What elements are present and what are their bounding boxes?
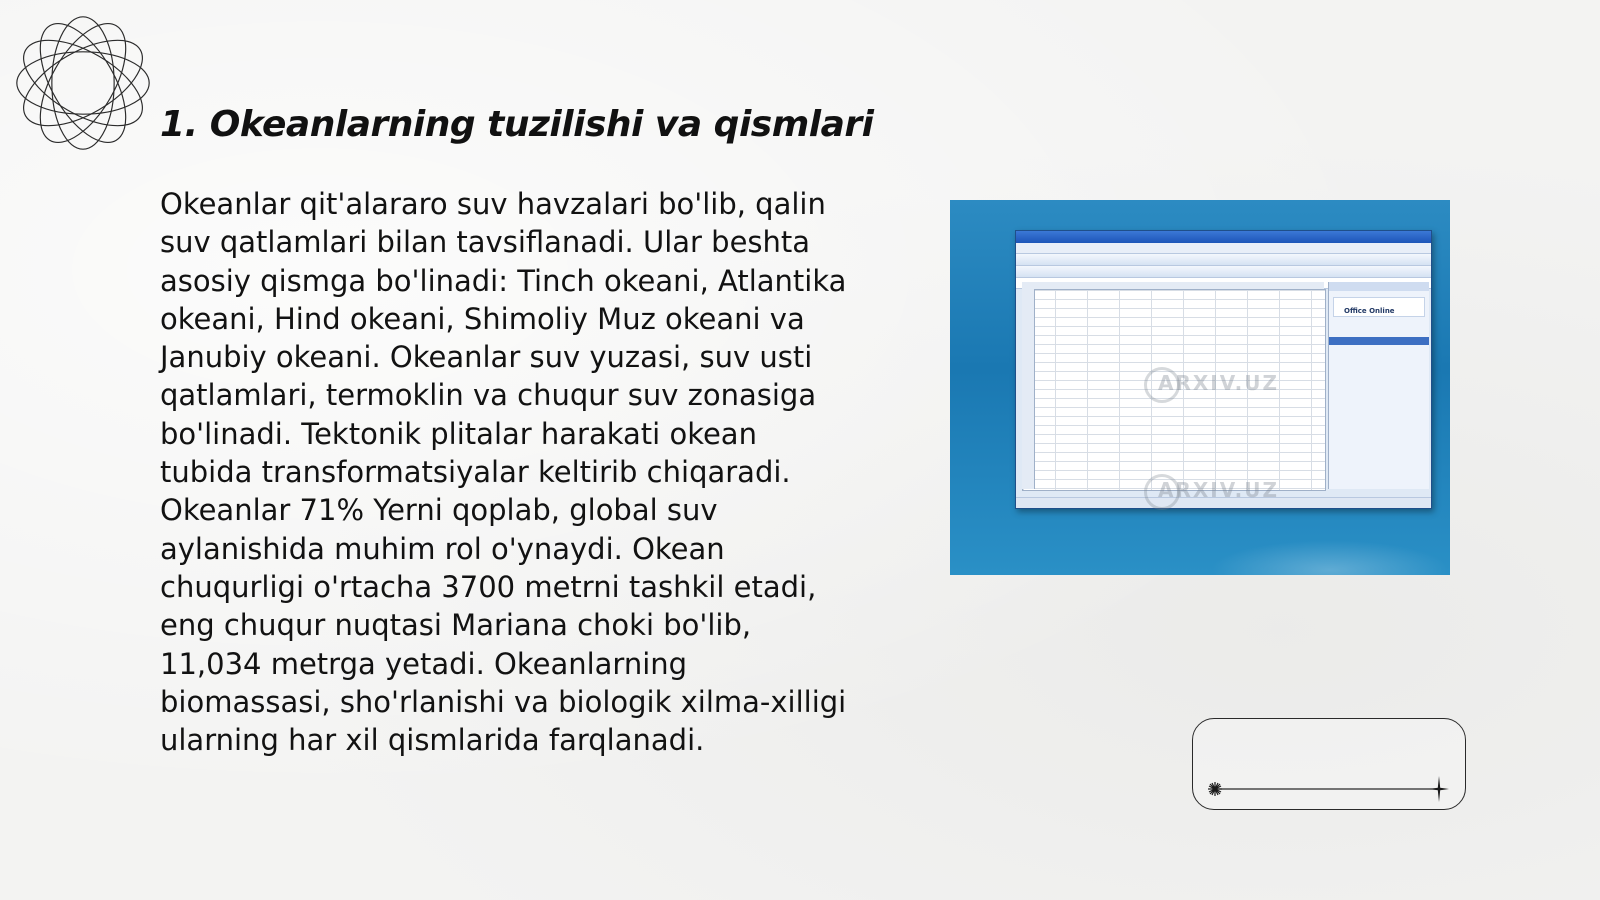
rosette-ornament-icon [10, 10, 156, 156]
slide-title: 1. Okeanlarning tuzilishi va qismlari [160, 104, 874, 145]
crosshair-star-icon [1429, 776, 1449, 802]
decorative-line-card [1192, 718, 1466, 810]
task-pane [1328, 282, 1429, 489]
spreadsheet-screenshot-image [950, 200, 1450, 575]
spreadsheet-window [1015, 230, 1432, 509]
task-pane-title: Office Online [1344, 307, 1395, 315]
watermark-text: ARXIV.UZ [1158, 371, 1279, 395]
starburst-icon [1208, 782, 1222, 796]
slide-body-text: Okeanlar qit'alararo suv havzalari bo'lib, qalin suv qatlamlari bilan tavsiflanadi. Ular beshta asosiy qismga bo'linadi: Tinch okeani, Atlantika okeani, Hind okeani, Shimoliy Muz okeani va Janubiy okeani. Okeanlar suv yuzasi, suv usti qatlamlari, termoklin va chuqur suv zonasiga bo'linadi. Tektonik plitalar harakati okean tubida transformatsiyalar keltirib chiqaradi. Okeanlar 71% Yerni qoplab, global suv aylanishida muhim rol o'ynaydi. Okean chuqurligi o'rtacha 3700 metrni tashkil etadi, eng chuqur nuqtasi Mariana choki bo'lib, 11,034 metrga yetadi. Okeanlarning biomassasi, sho'rlanishi va biologik xilma-xilligi ularning har xil qismlarida farqlanadi. [160, 187, 847, 758]
watermark-text: ARXIV.UZ [1158, 478, 1279, 502]
